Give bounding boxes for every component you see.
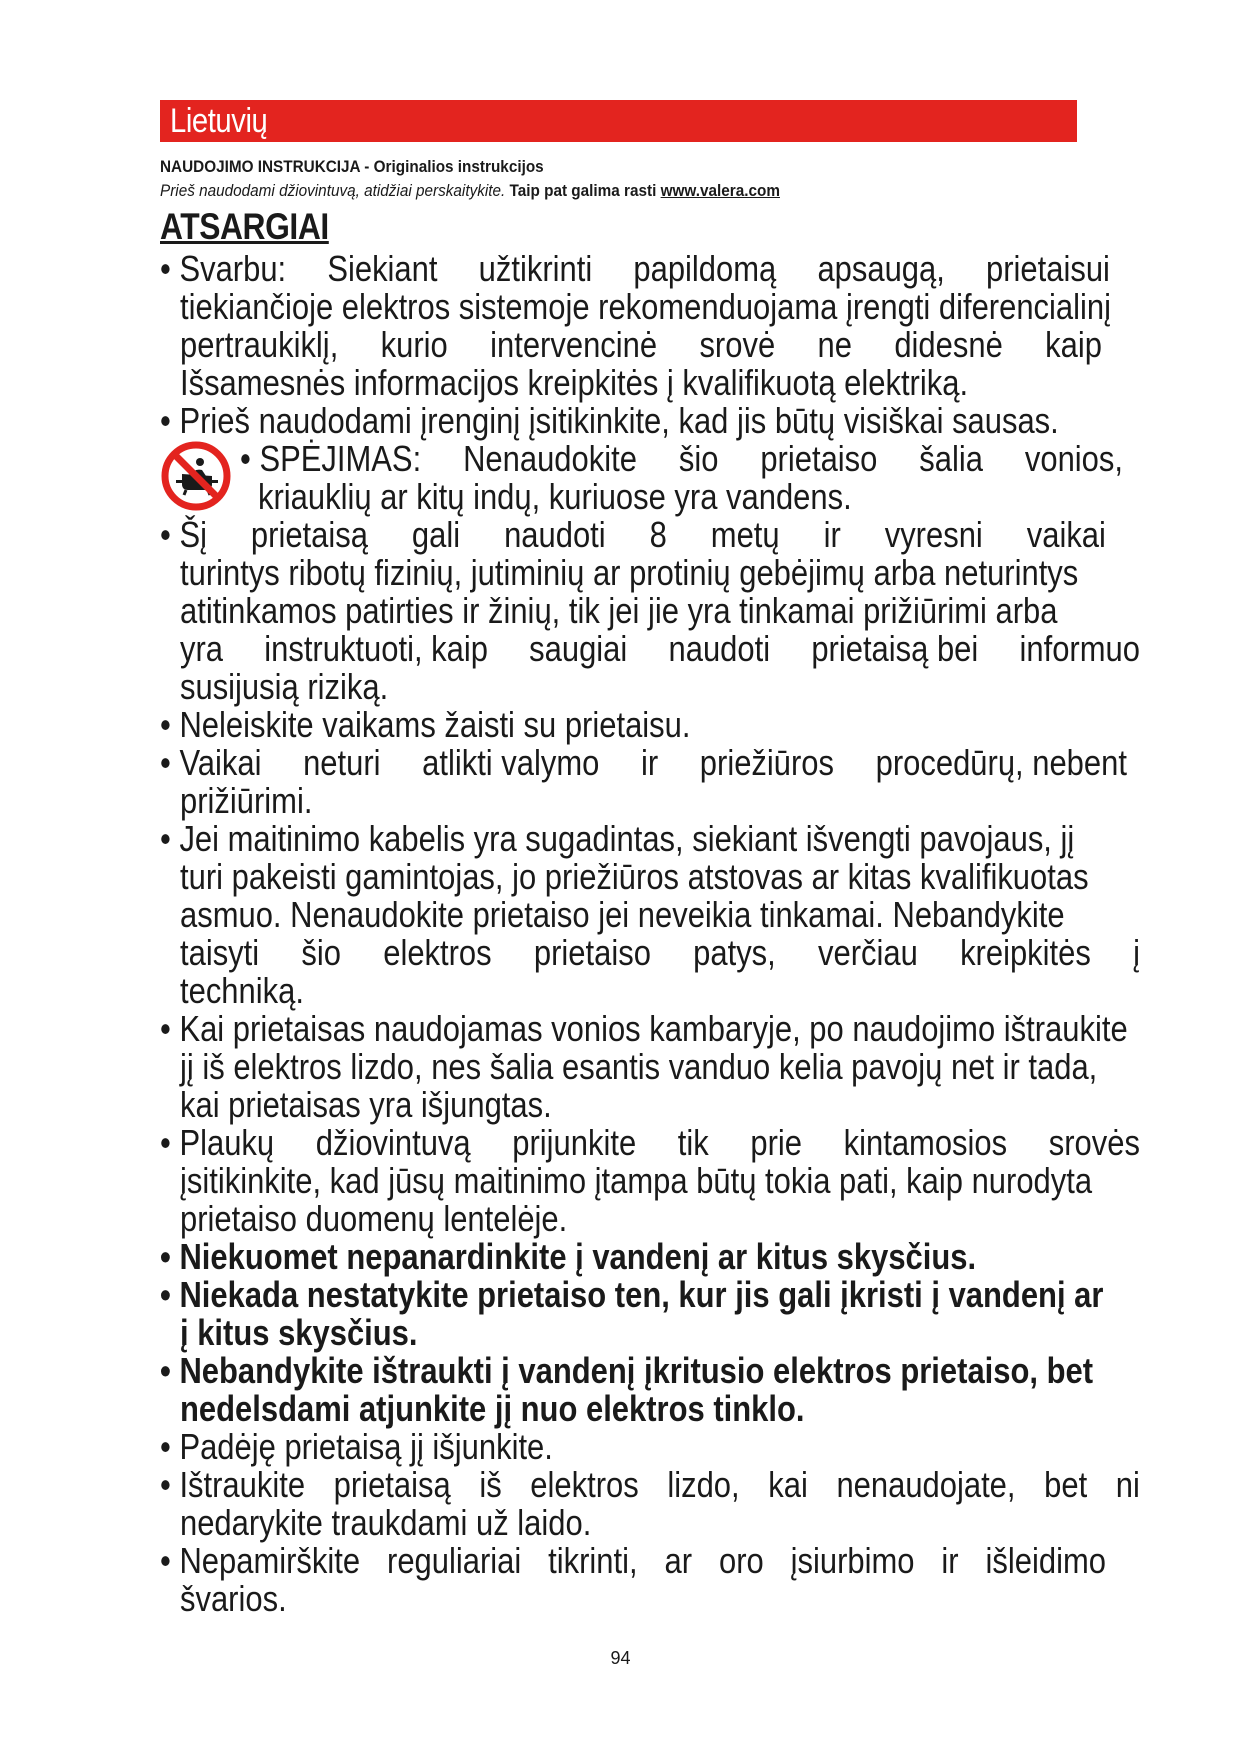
text-line [180,1086,561,1124]
text-segment: informuo [1019,628,1140,669]
text-segment: turintys ribotų fizinių, jutiminių ar protinių gebėjimų arba neturintys [180,552,1079,593]
text-segment: • Neleiskite vaikams žaisti su prietaisu. [160,704,691,745]
text-segment: iš [479,1464,502,1505]
text-segment: išleidimo [985,1540,1106,1581]
text-segment: Nenaudokite [463,438,637,479]
text-segment: prietaisą [250,514,368,555]
text-segment: asmuo. Nenaudokite prietaiso jei neveikia tinkamai. Nebandykite [180,894,1065,935]
text-segment: reguliariai [387,1540,522,1581]
text-segment: tik [677,1122,709,1163]
text-line [180,1504,601,1542]
text-segment: prie [750,1122,803,1163]
language-label: Lietuvių [170,102,268,140]
text-segment: • Ištraukite [160,1464,306,1505]
text-line [180,858,1098,896]
text-segment: prietaisui [986,248,1110,289]
text-segment: • Prieš naudodami įrenginį įsitikinkite, kad jis būtų visiškai sausas. [160,400,1059,441]
text-segment: • Nebandykite ištraukti į vandenį įkritusio elektros prietaiso, bet [160,1350,1094,1391]
text-segment: verčiau [818,932,918,973]
text-segment: švarios. [180,1578,287,1619]
text-line [180,592,1067,630]
text-line [160,1352,1102,1390]
text-line [180,934,1140,972]
text-segment: procedūrų, nebent [875,742,1127,783]
text-segment: • Niekada nestatykite prietaiso ten, kur jis gali įkristi į vandenį ar [160,1274,1104,1315]
text-segment: instruktuoti, kaip [264,628,488,669]
text-segment: Išsamesnės informacijos kreipkitės į kvalifikuotą elektriką. [180,362,969,403]
text-line [180,326,1102,364]
text-line [160,744,1127,782]
text-segment: • Vaikai [160,742,262,783]
text-segment: ir [823,514,841,555]
text-segment: • Nepamirškite [160,1540,361,1581]
language-banner [160,100,1077,142]
text-line [180,1200,577,1238]
text-segment: • Jei maitinimo kabelis yra sugadintas, siekiant išvengti pavojaus, jį [160,818,1075,859]
text-line [180,972,313,1010]
text-line [180,1162,1102,1200]
text-segment: saugiai [529,628,628,669]
text-segment: vaikai [1026,514,1106,555]
text-segment: prijunkite [512,1122,637,1163]
text-segment: tikrinti, [548,1540,638,1581]
intro-line [160,181,780,201]
text-line [180,1390,814,1428]
text-segment: atitinkamos patirties ir žinių, tik jei jie yra tinkamai prižiūrimi arba [180,590,1058,631]
text-segment: vyresni [884,514,983,555]
text-segment: oro [718,1540,764,1581]
text-segment: nenaudojate, [836,1464,1016,1505]
text-segment: prietaisą bei [811,628,979,669]
text-segment: prietaisą [333,1464,451,1505]
text-segment: užtikrinti [478,248,593,289]
text-segment: ar [664,1540,693,1581]
section-heading: ATSARGIAI [160,206,329,247]
text-segment: naudoti [504,514,606,555]
text-segment: elektros [383,932,492,973]
no-bathing-prohibition-icon [160,440,232,512]
text-line [180,554,1088,592]
text-segment: atlikti valymo [422,742,600,783]
text-line [160,402,1068,440]
page-number: 94 [610,1648,631,1668]
text-segment: intervencinė [490,324,658,365]
text-line [180,1314,427,1352]
text-line [180,288,1120,326]
text-segment: • SPĖJIMAS: [240,438,422,479]
text-line [180,1580,296,1618]
text-segment: šalia [919,438,983,479]
text-segment: ir [941,1540,959,1581]
text-segment: • Kai prietaisas naudojamas vonios kambaryje, po naudojimo ištraukite [160,1008,1128,1049]
text-line [240,440,1123,478]
text-segment: neturi [303,742,381,783]
text-segment: ni [1115,1464,1140,1505]
text-segment: • Padėję prietaisą jį išjunkite. [160,1426,553,1467]
text-line [160,1428,562,1466]
text-segment: turi pakeisti gamintojas, jo priežiūros atstovas ar kitas kvalifikuotas [180,856,1089,897]
text-segment: nedelsdami atjunkite jį nuo elektros tinklo. [180,1388,805,1429]
text-segment: prietaiso [760,438,878,479]
text-segment: Siekiant [327,248,438,289]
text-segment: techniką. [180,970,304,1011]
text-segment: • Svarbu: [160,248,287,289]
text-segment: įsitikinkite, kad jūsų maitinimo įtampa būtų tokia pati, kaip nurodyta [180,1160,1093,1201]
text-segment: į kitus skysčius. [180,1312,418,1353]
text-segment: pertraukiklį, [180,324,339,365]
text-segment: kurio [380,324,448,365]
text-line [180,630,1140,668]
text-segment: metų [710,514,780,555]
text-segment: apsaugą, [817,248,945,289]
text-segment: 8 [649,514,667,555]
website-link[interactable]: www.valera.com [660,181,780,200]
text-line [160,1238,986,1276]
text-segment: prižiūrimi. [180,780,313,821]
text-segment: gali [411,514,461,555]
text-line [160,820,1084,858]
text-line [180,782,322,820]
text-line [160,516,1106,554]
text-segment: bet [1044,1464,1088,1505]
text-segment: jį iš elektros lizdo, nes šalia esantis vanduo kelia pavojų net ir tada, [180,1046,1098,1087]
text-segment: kai prietaisas yra išjungtas. [180,1084,552,1125]
text-segment: didesnė [894,324,1003,365]
text-segment: vonios, [1024,438,1123,479]
document-subtitle: NAUDOJIMO INSTRUKCIJA - Originalios instrukcijos [160,157,544,176]
text-segment: srovė [699,324,776,365]
text-line [180,896,1082,934]
text-segment: yra [180,628,224,669]
text-segment: kaip [1045,324,1102,365]
text-line [258,478,861,516]
text-segment: • Niekuomet nepanardinkite į vandenį ar kitus skysčius. [160,1236,977,1277]
text-segment: papildomą [633,248,777,289]
text-line [180,1048,1107,1086]
text-line [160,1124,1140,1162]
text-segment: ir [640,742,659,783]
text-segment: • Plaukų [160,1122,275,1163]
text-segment: tiekiančioje elektros sistemoje rekomenduojama įrengti diferencialinį [180,286,1111,327]
text-segment: patys, [693,932,776,973]
text-segment: į [1133,932,1140,973]
text-line [180,668,398,706]
text-segment: srovės [1048,1122,1140,1163]
text-segment: šio [678,438,719,479]
text-segment: nedarykite traukdami už laido. [180,1502,592,1543]
text-segment: priežiūros [699,742,835,783]
text-segment: kriauklių ar kitų indų, kuriuose yra vandens. [258,476,852,517]
text-segment: susijusią riziką. [180,666,389,707]
text-segment: taisyti [180,932,260,973]
intro-text: Prieš naudodami džiovintuvą, atidžiai perskaitykite. [160,181,506,200]
text-line [160,706,700,744]
text-line [160,1466,1140,1504]
text-line [160,1542,1106,1580]
text-segment: lizdo, [667,1464,740,1505]
text-segment: prietaiso [533,932,651,973]
text-line [160,250,1110,288]
text-segment: džiovintuvą [315,1122,471,1163]
text-segment: šio [301,932,341,973]
text-segment: kai [768,1464,808,1505]
text-segment: • Šį [160,514,207,555]
text-segment: elektros [530,1464,639,1505]
text-line [160,1010,1137,1048]
text-segment: ne [817,324,852,365]
text-segment: naudoti [668,628,771,669]
text-segment: kintamosios [843,1122,1008,1163]
text-segment: kreipkitės [960,932,1091,973]
text-line [180,364,978,402]
text-segment: įsiurbimo [790,1540,915,1581]
text-segment: prietaiso duomenų lentelėje. [180,1198,568,1239]
intro-available-text: Taip pat galima rasti [509,181,657,200]
text-line [160,1276,1113,1314]
